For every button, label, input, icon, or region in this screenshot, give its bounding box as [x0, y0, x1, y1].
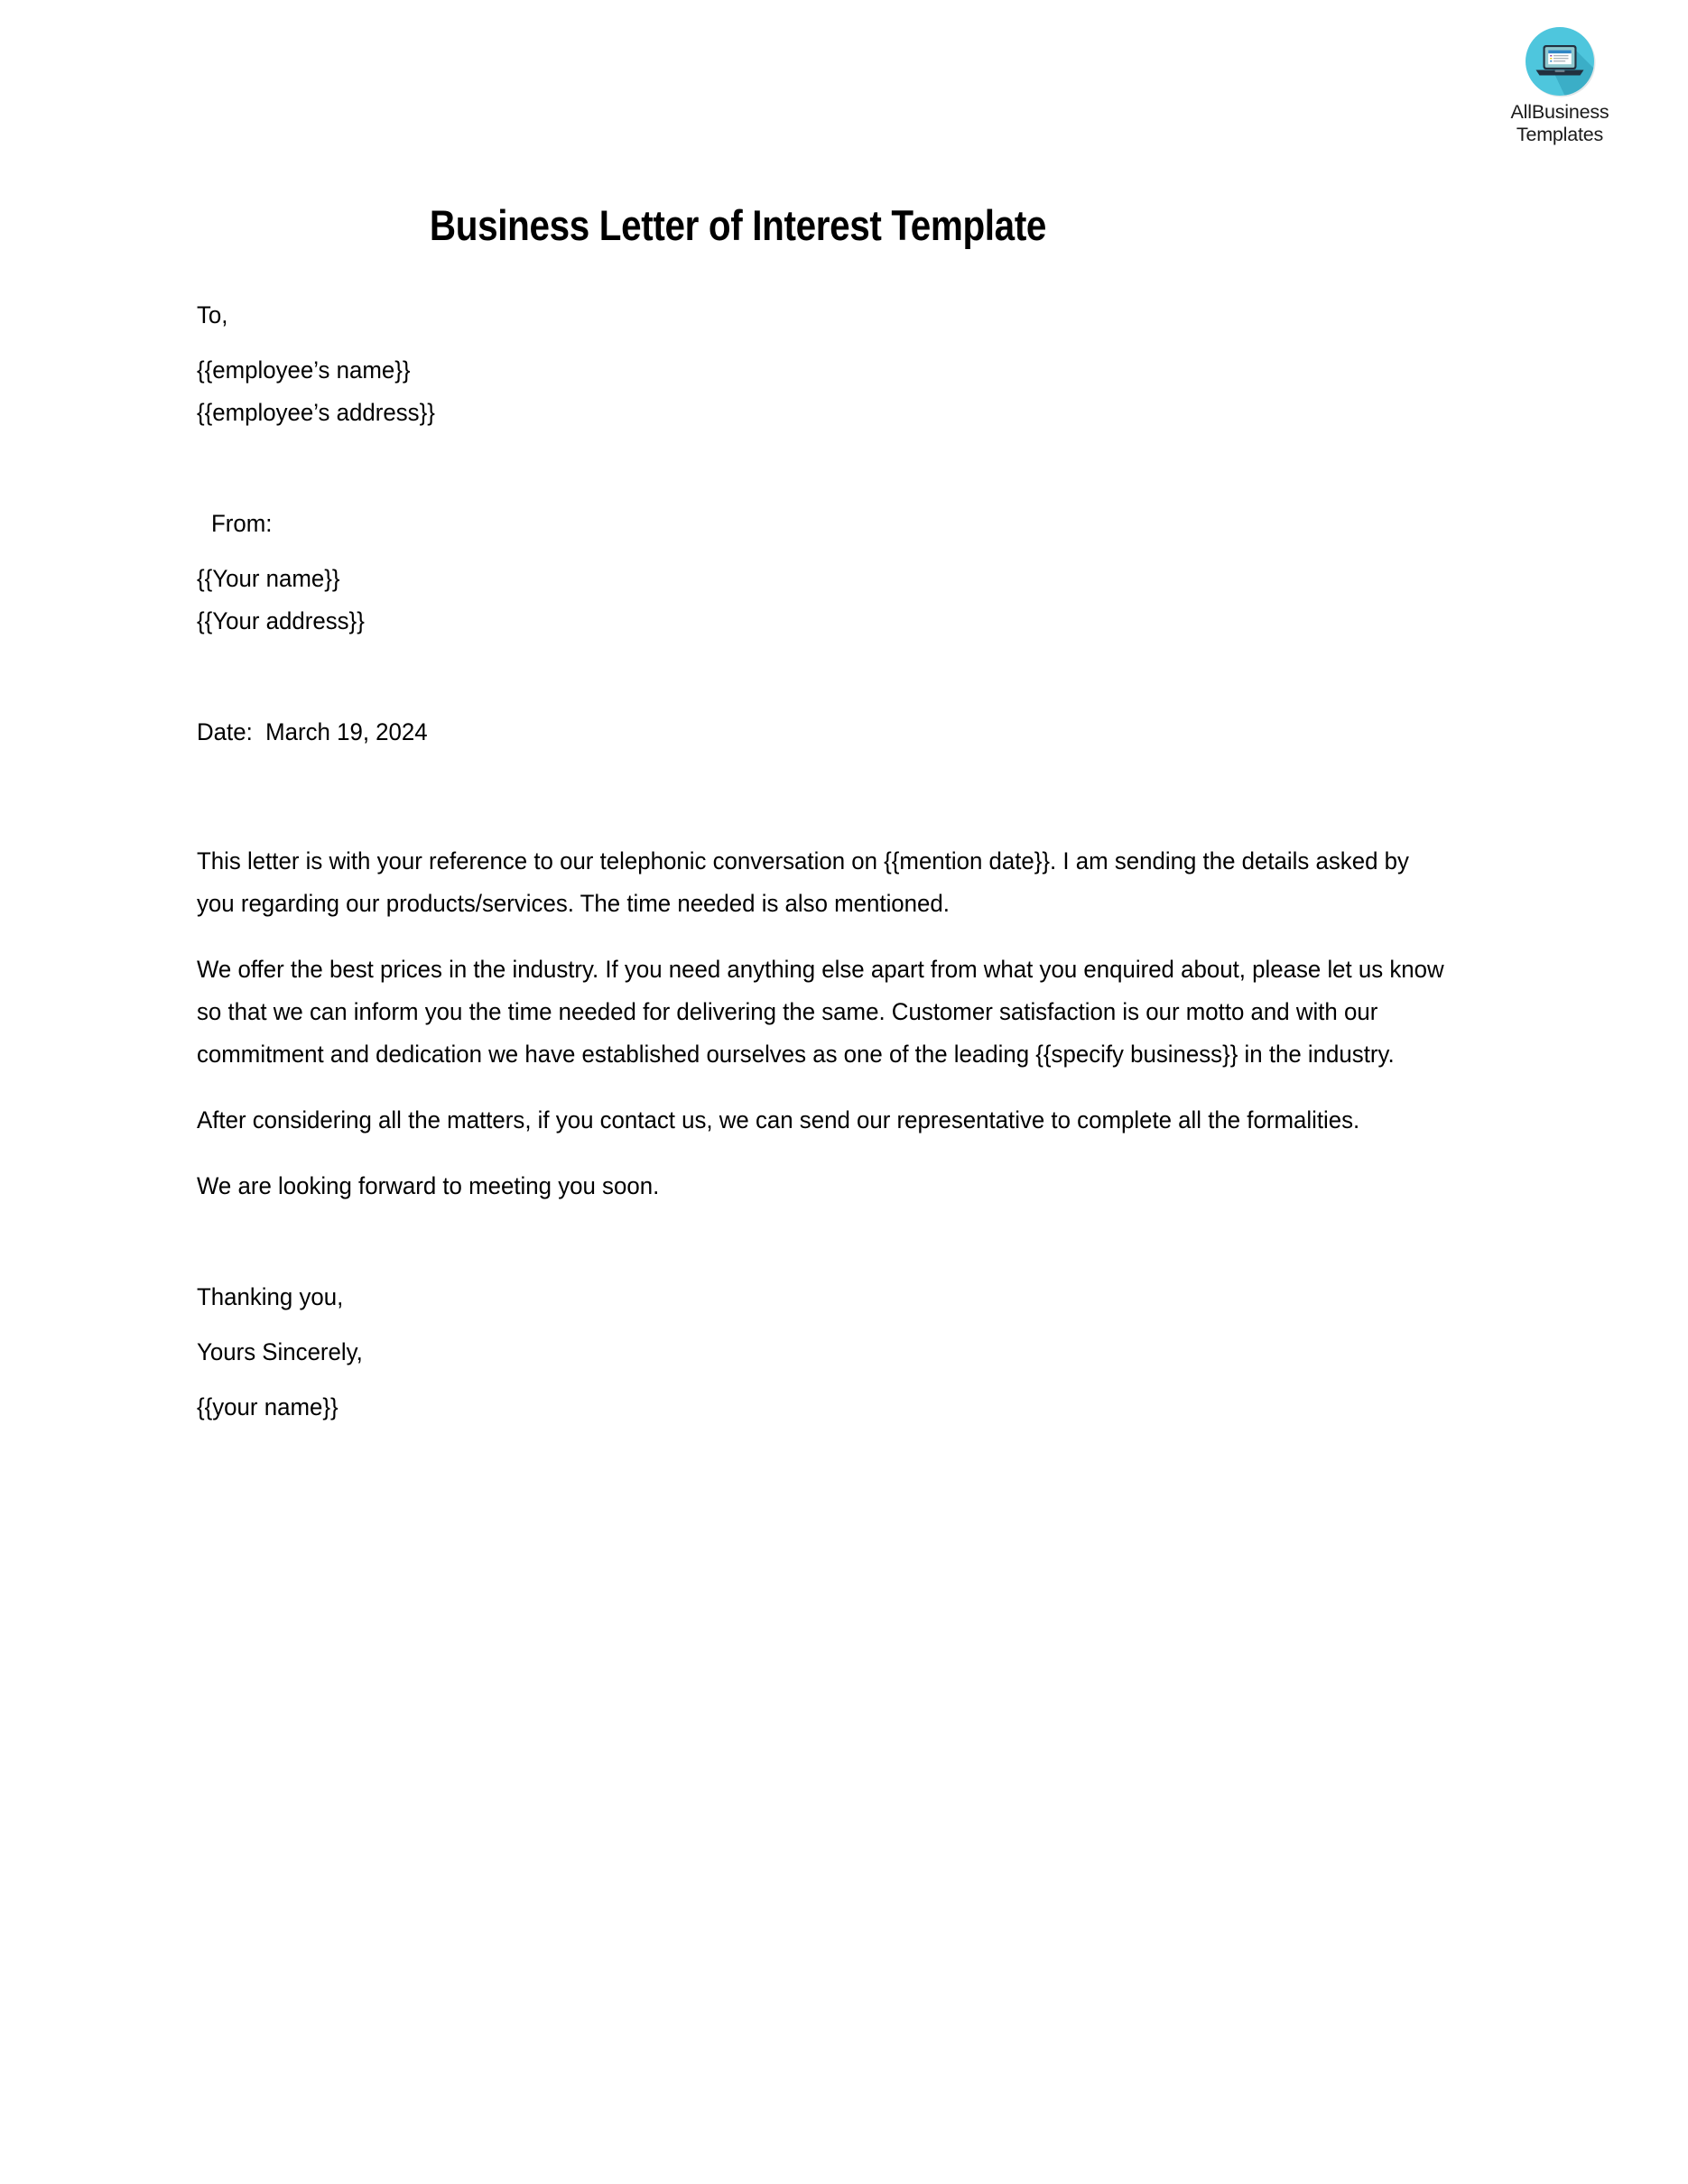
spacer	[197, 1142, 1479, 1165]
body-paragraph-2: We offer the best prices in the industry. If you need anything else apart from what you enquired about, please let us know so that we can inform you the time needed for delivering the same. Customer satisfaction is our motto and with our commitment and dedication we have established ourselves as one of the leading {{specify business}} in the industry.	[197, 956, 1444, 1068]
spacer	[197, 545, 1479, 558]
brand-name	[1511, 101, 1609, 145]
spacer	[197, 1319, 1479, 1331]
to-label: To,	[197, 301, 228, 329]
letter-body	[197, 294, 1479, 1429]
brand-name-line2: Templates	[1516, 123, 1604, 145]
brand-name-line1: AllBusiness	[1510, 101, 1609, 123]
body-paragraph-3: After considering all the matters, if you contact us, we can send our representative to complete all the formalities.	[197, 1106, 1360, 1134]
spacer	[197, 1208, 1479, 1276]
spacer	[197, 925, 1479, 949]
body-paragraph-1: This letter is with your reference to our telephonic conversation on {{mention date}}. I am sending the details asked by you regarding our products/services. The time needed is also mentioned.	[197, 847, 1409, 917]
closing-signature-name: {{your name}}	[197, 1393, 339, 1421]
recipient-name: {{employee’s name}}	[197, 356, 411, 384]
brand-logo	[1488, 25, 1632, 145]
spacer	[197, 337, 1479, 349]
closing-sincerely: Yours Sincerely,	[197, 1338, 363, 1365]
closing-thanks: Thanking you,	[197, 1283, 344, 1310]
sender-address: {{Your address}}	[197, 607, 365, 634]
spacer	[197, 434, 1479, 503]
spacer	[197, 754, 1479, 840]
spacer	[197, 643, 1479, 711]
sender-name: {{Your name}}	[197, 565, 340, 592]
page-title: Business Letter of Interest Template	[429, 201, 1047, 249]
laptop-document-icon	[1524, 25, 1596, 97]
date-line: Date: March 19, 2024	[197, 718, 428, 745]
spacer	[197, 1076, 1479, 1099]
spacer	[197, 1374, 1479, 1386]
body-paragraph-4: We are looking forward to meeting you soon.	[197, 1172, 660, 1199]
recipient-address: {{employee’s address}}	[197, 399, 435, 426]
from-label: From:	[204, 510, 273, 537]
